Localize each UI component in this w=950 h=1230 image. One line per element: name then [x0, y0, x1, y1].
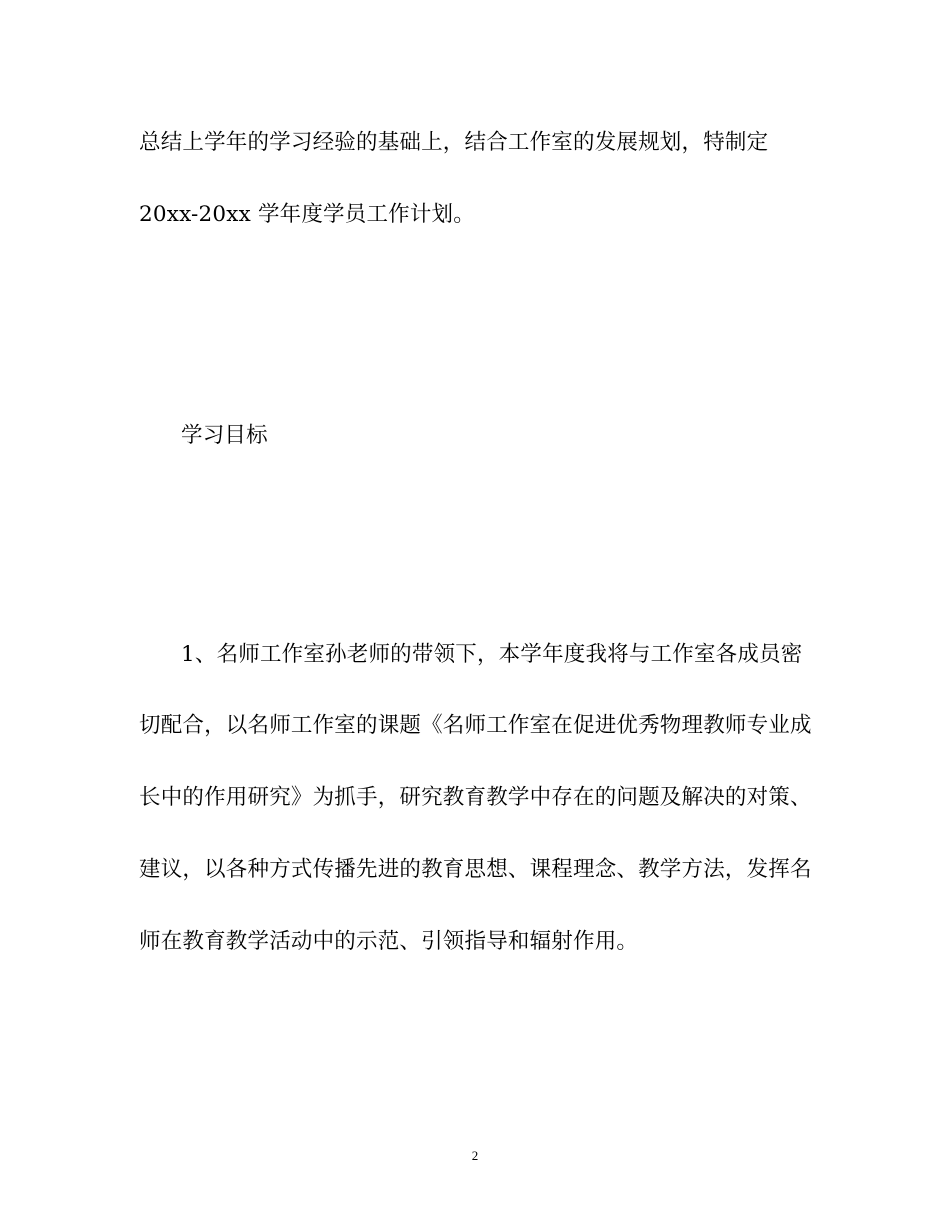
paragraph-line-5: 师在教育教学活动中的示范、引领指导和辐射作用。 [139, 929, 639, 954]
paragraph-line-2: 切配合，以名师工作室的课题《名师工作室在促进优秀物理教师专业成 [139, 713, 812, 738]
paragraph-line-1: 1、名师工作室孙老师的带领下，本学年度我将与工作室各成员密 [181, 642, 803, 667]
page-number: 2 [471, 1148, 479, 1163]
paragraph-line-4: 建议，以各种方式传播先进的教育思想、课程理念、教学方法，发挥名 [139, 857, 812, 882]
intro-line-1: 总结上学年的学习经验的基础上，结合工作室的发展规划，特制定 [139, 130, 769, 155]
intro-line-2: 20xx-20xx 学年度学员工作计划。 [139, 202, 475, 227]
paragraph-line-3: 长中的作用研究》为抓手，研究教育教学中存在的问题及解决的对策、 [139, 785, 812, 810]
section-heading: 学习目标 [181, 423, 268, 448]
